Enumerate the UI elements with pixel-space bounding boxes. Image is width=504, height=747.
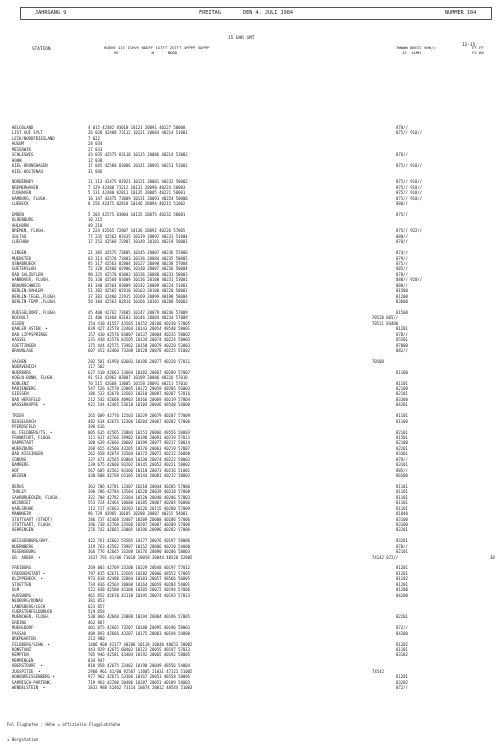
station-codes: 213 900 — [88, 636, 105, 642]
station-codes: 805 635 42565 23004 10151 20066 48556 58003 — [88, 429, 190, 435]
station-name: PFERDSFELD — [12, 424, 36, 430]
date-label: DEN 4. JULI 1984 — [243, 10, 293, 16]
station-codes: 461 852 42670 43110 10195 20074 40193 57013 — [88, 592, 190, 598]
station-name: SAARBRUECKEN, FLUGH. — [12, 494, 60, 500]
observation-time: 15 UHR GMT — [228, 36, 255, 41]
station-codes: 50 384 42563 82814 10166 20101 40200 56003 — [88, 299, 188, 304]
table-row — [12, 239, 502, 244]
station-name: FRANKFURT, FLUGH. — [12, 434, 53, 440]
station-codes: 797 815 42671 23505 10182 20066 48552 57005 — [88, 570, 190, 576]
station-codes: 5 203 42575 83004 10135 20075 40232 58001 — [88, 212, 186, 217]
station-name: ULM — [12, 587, 20, 593]
station-name: NEUBURG/DONAU — [12, 598, 43, 604]
station-codes: 269 803 42769 23208 10229 20048 40197 57012 — [88, 565, 190, 571]
station-codes: 519 858 — [88, 608, 105, 614]
station-name: WENDELSTEIN • — [12, 685, 46, 691]
table-row — [12, 685, 502, 690]
station-name: BAD HERSFELD — [12, 396, 41, 402]
station-codes: 553 724 42464 10608 10185 20087 40204 56006 — [88, 500, 190, 506]
station-codes: 381 853 — [88, 598, 105, 604]
station-extra-codes: 74142 872// — [372, 554, 399, 560]
station-name: MUEHLDORF — [12, 625, 34, 631]
station-name: LEIK/NORDFRIESLAND — [12, 135, 55, 141]
station-name: NORDERNEY — [12, 179, 34, 185]
station-name: LIST AUF SYLT — [12, 130, 43, 136]
station-name: GARMISCH-PARTENK. — [12, 679, 53, 685]
table-row — [12, 473, 502, 478]
station-name: DARMSTADT — [12, 440, 34, 446]
station-weather-codes: 81201 — [396, 674, 408, 680]
station-weather-codes: 81200 — [396, 293, 408, 299]
station-weather-codes: 83101 — [396, 462, 408, 468]
station-weather-codes: 84200 — [396, 630, 408, 636]
station-weather-codes: 81101 — [396, 483, 408, 489]
station-name: KIEL-HOLTENAU — [12, 168, 43, 174]
station-weather-codes: 885// — [396, 467, 408, 473]
station-name: DUESSELDORF, FLUGH. — [12, 309, 58, 315]
station-codes: 63 313 42570 73003 10136 20084 40235 58005 — [88, 255, 188, 261]
station-codes: 8 156 42475 82810 10146 20094 40215 51002 — [88, 201, 186, 207]
station-name: KLIPPENECK • — [12, 576, 43, 582]
station-weather-codes: 83201 — [396, 538, 408, 544]
station-name: ZUGSPITZE • — [12, 668, 41, 674]
station-codes: 37 382 42466 22915 10169 20099 40198 58004 — [88, 293, 188, 299]
table-row — [12, 201, 502, 206]
station-codes: 17 253 42568 72907 10149 20101 40219 50001 — [88, 239, 188, 245]
table-row — [12, 299, 502, 304]
station-codes: 396 706 42784 13504 10220 20039 40218 57008 — [88, 489, 190, 495]
station-name: BAD KISSINGEN — [12, 451, 43, 457]
table-row — [12, 555, 502, 560]
station-name: BAD SALZUFLEN — [12, 271, 43, 277]
station-codes: 530 866 42668 23008 10194 20084 40196 57005 — [88, 614, 190, 620]
station-weather-codes: 81101 — [396, 505, 408, 511]
station-codes: 443 929 42675 60402 10222 20055 40197 57013 — [88, 647, 190, 652]
station-codes: 409 893 42666 43207 10175 20083 40194 54000 — [88, 630, 190, 636]
weather-column-subheader: 12 4LMH — [402, 50, 421, 55]
station-codes: 4 015 42482 83010 10123 20091 40227 50000 — [88, 125, 186, 130]
station-codes: 56 338 42560 83009 10136 20100 40231 53001 — [88, 277, 188, 283]
station-codes: 12 038 — [88, 157, 103, 163]
station-name: BRAUNLAGE — [12, 347, 34, 353]
station-name: BERLIN-TEMP.,FLUGH. — [12, 299, 58, 304]
station-name: MUENSTER — [12, 255, 31, 261]
station-weather-codes: 878// — [396, 271, 408, 277]
station-name: KIEL-KRONSHAGEN — [12, 163, 48, 169]
station-weather-codes: 81040 — [396, 511, 408, 517]
footnote-line: ★ Bergstation — [7, 737, 39, 742]
station-weather-codes: 84201 — [396, 402, 408, 408]
station-weather-codes: 872// — [396, 625, 408, 631]
station-codes: 719 963 42780 50406 10187 20053 40189 54003 — [88, 679, 190, 685]
station-codes: 3 224 42565 72807 10136 20092 40226 57005 — [88, 228, 186, 234]
station-name: WUERZBURG — [12, 445, 34, 451]
station-weather-codes: 875// 918// — [396, 184, 423, 190]
station-name: GIESSEN — [12, 391, 29, 397]
station-weather-codes: 875// 918// — [396, 163, 423, 169]
station-name: OEHRINGEN — [12, 527, 34, 533]
station-name: AUGSBURG — [12, 592, 31, 598]
station-codes: 175 444 42575 73402 10150 20079 40220 53003 — [88, 342, 190, 348]
station-codes: 117 502 — [88, 364, 105, 370]
footnote — [7, 712, 120, 747]
station-name: FUERSTENFELDBRUCK — [12, 608, 53, 614]
station-codes: 337 671 42565 83004 10130 20074 40222 58003 — [88, 456, 190, 462]
station-weather-codes: 878// — [396, 543, 408, 549]
station-weather-codes: 83102 — [396, 652, 408, 658]
station-extra-codes: 70500 — [372, 358, 384, 364]
station-codes: 634 947 — [88, 657, 105, 663]
station-codes: 49 218 — [88, 222, 103, 228]
station-codes: 43 035 42575 83110 10135 20086 40214 53002 — [88, 152, 188, 158]
station-name: MEIERWIK — [12, 146, 31, 152]
issue-number: NUMMER 184 — [445, 10, 477, 16]
station-name: HELGOLAND — [12, 125, 34, 130]
station-weather-codes: 81100 — [396, 369, 408, 375]
station-codes: 108 639 42666 20602 10199 20077 40217 58014 — [88, 440, 190, 446]
station-name: DEUSELBACH — [12, 418, 36, 424]
station-weather-codes: 85501 — [396, 337, 408, 343]
station-weather-codes: 81200 — [396, 587, 408, 593]
station-weather-codes: 875// — [396, 212, 408, 217]
station-name: LINGEN — [12, 250, 27, 256]
station-weather-codes: 875// 918// — [396, 190, 423, 196]
station-codes: 202 501 41950 03603 10196 20077 40220 57011 — [88, 358, 190, 364]
station-name: BOCHOLT — [12, 315, 29, 321]
code-column-subheader: RE N NDDD — [114, 50, 178, 55]
station-name: KONSTANZ — [12, 647, 31, 652]
station-codes: 396 616 — [88, 424, 105, 430]
station-codes: 567 685 42562 83306 10118 20073 40216 51001 — [88, 467, 190, 473]
station-weather-codes: 83301 — [396, 451, 408, 457]
station-weather-codes: 888// — [396, 233, 408, 239]
station-name: BAD LIPPSPRINGE — [12, 331, 48, 337]
station-weather-codes: 82101 — [396, 391, 408, 397]
station-name: FELDBERG/SCHW. • — [12, 641, 50, 647]
station-codes: 28 034 — [88, 141, 103, 147]
station-weather-codes: 81101 — [396, 380, 408, 386]
station-name: HANNOVER, FLUGH. — [12, 277, 50, 283]
station-name: CUXHAVEN — [12, 190, 31, 196]
station-name: WASSERKUPPE • — [12, 402, 46, 408]
station-weather-codes: 880// 920// — [396, 277, 423, 283]
station-weather-codes: 875// — [396, 260, 408, 266]
station-codes: 212 542 42668 40903 10166 20069 40219 57004 — [88, 396, 190, 402]
station-weather-codes: 81202 — [396, 641, 408, 647]
station-codes: 111 637 42766 39902 10198 20093 40219 57013 — [88, 434, 190, 440]
station-weather-codes: 876// — [396, 152, 408, 158]
station-name: KL.FELDBERG/TS. • — [12, 429, 53, 435]
station-weather-codes: 878// — [396, 125, 408, 130]
station-codes: 1437 791 41/06 73010 10058 20044 48528 52005 — [88, 554, 193, 560]
station-codes: 96 729 42965 10105 10208 20087 40215 54001 — [88, 511, 188, 517]
station-weather-codes: 81201 — [396, 565, 408, 571]
station-name: THOLEY — [12, 489, 27, 495]
jahrgang-label: JAHRGANG 9 — [35, 10, 67, 16]
station-weather-codes: 83100 — [396, 516, 408, 522]
station-weather-codes: 82100 — [396, 440, 408, 446]
station-weather-codes: 888// — [396, 282, 408, 288]
station-codes: 401 875 42665 73207 10188 20095 40196 58003 — [88, 625, 190, 631]
wind-column-header: FF-FF — [472, 45, 484, 50]
weather-column-header: 7WWWW 8NCCC 9HH// — [396, 45, 436, 50]
station-name: FREIBURG — [12, 565, 31, 571]
station-name: MARIENBERG — [12, 386, 36, 391]
station-name: NUERNBERG — [12, 543, 34, 549]
station-extra-codes: 70520 865// — [372, 315, 399, 321]
station-weather-codes: 83600 — [396, 299, 408, 304]
station-name: OSNABRUECK — [12, 260, 36, 266]
station-weather-codes: 882// — [396, 347, 408, 353]
station-codes: 319 763 42562 73907 10152 20086 40220 54000 — [88, 543, 190, 549]
station-weather-codes: 87800 — [396, 342, 408, 348]
station-weather-codes: 872// — [396, 685, 408, 691]
station-codes: 112 727 42663 10203 10226 20115 40208 57009 — [88, 505, 190, 511]
station-weather-codes: 82201 — [396, 527, 408, 533]
station-weather-codes: 81102 — [396, 576, 408, 582]
table-row — [12, 402, 502, 407]
station-name: EMDEN — [12, 212, 24, 217]
station-name: COBURG — [12, 456, 27, 462]
station-weather-codes: 83100 — [396, 521, 408, 527]
station-name: GR. ARBER • — [12, 554, 41, 560]
station-weather-codes: 84200 — [396, 592, 408, 598]
station-codes: 157 430 42578 83007 10137 20084 40235 58002 — [88, 331, 190, 337]
station-codes: 231 438 42578 83505 10134 20074 40224 58003 — [88, 337, 190, 343]
station-name: SCHLESWIG — [12, 152, 34, 158]
station-name: TRIER — [12, 413, 24, 419]
station-name: BAMBERG — [12, 462, 29, 468]
station-codes: 268 655 42560 43205 10176 20063 40219 57007 — [88, 445, 190, 451]
station-weather-codes: 81101 — [396, 489, 408, 495]
station-codes: 154 410 41557 43505 10152 20100 40230 57005 — [88, 320, 190, 326]
station-weather-codes: 875// 922// — [396, 228, 423, 234]
station-name: FREUDENSTADT • — [12, 570, 46, 576]
station-weather-codes: 81101 — [396, 413, 408, 419]
station-codes: 72 320 42466 82906 10140 20087 40236 58004 — [88, 266, 188, 272]
station-name: ESSEN — [12, 320, 24, 326]
station-extra-codes: 74542 — [372, 668, 384, 674]
station-codes: 239 675 42668 83202 10145 20052 40221 58002 — [88, 462, 190, 468]
station-name: HUSUM — [12, 141, 24, 147]
station-codes: 31 046 — [88, 168, 103, 174]
station-name: REGENSBURG — [12, 549, 36, 555]
code-column-header: HOEHE III IIHVV NDDFF 1STTT 2STTT 4PPPP 5APPP — [104, 45, 210, 50]
station-name: ERDING — [12, 619, 27, 625]
station-codes: 262 658 42674 33504 10173 20072 40212 56008 — [88, 451, 190, 457]
station-name: BERLIN-TEGEL,FLUGH. — [12, 293, 58, 299]
station-codes: 607 452 42460 73208 10120 20078 40225 51002 — [88, 347, 190, 353]
station-weather-codes: 81500 — [396, 309, 408, 315]
station-name: OBERSTDORF • — [12, 663, 43, 669]
station-weather-codes: 82101 — [396, 549, 408, 555]
station-codes: 1832 980 42462 73114 10074 20012 48544 51003 — [88, 685, 193, 691]
station-weather-codes: 888// — [396, 201, 408, 207]
station-name: LUEBECK — [12, 201, 29, 207]
station-name: STUTTGART (STADT) — [12, 516, 53, 522]
station-name: OLDENBURG — [12, 217, 34, 223]
station-weather-codes: 81201 — [396, 326, 408, 332]
station-name: PASSAU — [12, 630, 27, 636]
station-codes: 265 609 42770 12503 10229 20079 40207 57009 — [88, 413, 190, 419]
station-name: KAHLER ASTEN • — [12, 326, 48, 332]
station-name: HOHENPEISSENBERG • — [12, 674, 55, 680]
station-codes: 921 544 42465 53610 10104 20046 48540 54000 — [88, 402, 190, 408]
station-name: LANDSBERG/LECH — [12, 603, 46, 609]
time-range: 12-15 — [462, 43, 476, 48]
station-name: HAMBURG, FLUGH. — [12, 195, 48, 201]
station-weather-codes: 81101 — [396, 647, 408, 652]
station-codes: 547 526 42570 23005 10172 20059 40205 56003 — [88, 386, 190, 391]
station-name: WEINBIET — [12, 500, 31, 506]
station-codes: 91 513 42962 03007 10189 20086 40226 57010 — [88, 375, 188, 381]
station-codes: 705 946 42581 43404 10192 20065 40192 58005 — [88, 652, 190, 658]
station-codes: 10 215 — [88, 217, 103, 223]
station-weather-codes: 879// — [396, 255, 408, 261]
station-weather-codes: 83300 — [396, 396, 408, 402]
station-codes: 627 510 42663 13604 10182 20067 40209 57007 — [88, 369, 190, 375]
weekday-label: FREITAG — [199, 10, 221, 16]
station-name: NUERBURG — [12, 369, 31, 375]
station-codes: 98 325 42570 83003 10136 20088 40233 58003 — [88, 271, 188, 277]
station-weather-codes: 878// — [396, 331, 408, 337]
station-codes: 26 020 42480 73112 10121 20084 40214 51001 — [88, 130, 188, 136]
station-name: NOERVENICH — [12, 364, 36, 370]
station-name: AACHEN — [12, 358, 27, 364]
station-codes: 5 131 42480 82811 10135 20085 40221 58001 — [88, 190, 186, 196]
station-weather-codes: 82201 — [396, 614, 408, 620]
station-name: KARLSRUHE — [12, 505, 34, 511]
station-codes: 977 962 42675 53306 10167 20053 48558 58005 — [88, 674, 190, 680]
station-codes: 2960 961 41/00 92507 11005 21031 47121 51005 — [88, 668, 193, 674]
station-codes: 482 614 42675 12306 10204 20067 40202 57006 — [88, 418, 190, 424]
station-name: STUTTGART, FLUGH. — [12, 521, 53, 527]
station-codes: 7 022 — [88, 135, 100, 141]
station-codes: 17 045 42580 83006 10141 20091 40213 51001 — [88, 163, 188, 169]
station-name: MUENCHEN, FLUGH. — [12, 614, 50, 620]
station-extra-codes: 70511 84400 — [372, 320, 399, 326]
station-weather-codes: 875// 918// — [396, 179, 423, 185]
station-weather-codes: 82201 — [396, 445, 408, 451]
station-codes: 810 958 42675 23402 10190 20049 48556 54004 — [88, 663, 190, 669]
station-codes: 21 406 41460 83103 10146 20084 40234 57009 — [88, 315, 188, 321]
station-codes: 16 147 42475 73009 10131 20093 40224 50000 — [88, 195, 188, 201]
station-name: KASSEL — [12, 337, 27, 343]
station-weather-codes: 81101 — [396, 494, 408, 500]
station-table — [12, 125, 502, 691]
station-codes: 839 427 42578 23404 10143 20054 48548 58001 — [88, 326, 190, 332]
station-codes: 363 706 42781 13307 10218 20044 40205 57006 — [88, 483, 190, 489]
station-name: STOETTEN — [12, 581, 31, 587]
station-column-header: STATION — [32, 47, 51, 52]
station-codes: 462 867 — [88, 619, 105, 625]
station-codes: 186 532 42678 33502 10210 20087 40207 57016 — [88, 391, 190, 397]
wind-column-subheader: FX 66 — [472, 50, 484, 55]
station-weather-codes: 83202 — [396, 679, 408, 685]
station-codes: 27 033 — [88, 146, 103, 152]
station-name: BREMEN, FLUGH. — [12, 228, 46, 234]
station-name: MANNHEIM — [12, 511, 31, 517]
table-row — [12, 527, 502, 532]
station-weather-codes: 875// 918// — [396, 195, 423, 201]
station-codes: 1486 908 42377 40208 10118 20048 48653 58002 — [88, 641, 193, 647]
station-name: LUECHOW — [12, 239, 29, 245]
station-codes: 77 235 42562 83435 10139 20092 40231 51004 — [88, 233, 188, 239]
station-weather-codes: 86500 — [396, 473, 408, 478]
table-row — [12, 169, 502, 174]
station-weather-codes: 885// — [396, 266, 408, 272]
station-name: MEMMINGEN — [12, 657, 34, 663]
station-name: BRAUNSCHWEIG — [12, 282, 41, 288]
station-name: SOLTAU — [12, 233, 27, 239]
station-name: KOELN-BONN, FLUGH. — [12, 375, 55, 381]
station-codes: 522 838 42580 43106 10205 20072 40194 57006 — [88, 587, 190, 593]
station-codes: 7 129 42480 73212 10131 20090 40224 58003 — [88, 184, 186, 190]
station-codes: 623 857 — [88, 603, 105, 609]
station-codes: 51 382 42565 82910 10163 20100 40220 50002 — [88, 288, 188, 294]
station-wind-gust: 30 — [490, 554, 495, 560]
station-codes: 276 742 42665 33005 10196 20096 40202 57006 — [88, 527, 190, 533]
station-name: BREMERHAVEN — [12, 184, 39, 190]
station-codes: 45 400 42762 73605 10147 20079 40236 57009 — [88, 309, 188, 315]
station-weather-codes: 878// — [396, 456, 408, 462]
station-codes: 734 836 42564 20008 10164 20059 40204 54001 — [88, 581, 190, 587]
station-name: GOETTINGEN — [12, 342, 36, 348]
station-name: HOF — [12, 467, 20, 473]
station-weather-codes: 874// — [396, 250, 408, 256]
station-weather-codes: 81201 — [396, 570, 408, 576]
station-weather-codes: 81100 — [396, 418, 408, 424]
station-name: BREMGARTEN — [12, 636, 36, 642]
station-weather-codes: 81101 — [396, 500, 408, 506]
station-name: BERUS — [12, 483, 24, 489]
station-name: AHLHORN — [12, 222, 29, 228]
station-weather-codes: 82101 — [396, 429, 408, 435]
station-codes: 322 708 42782 23304 10220 20040 40206 57003 — [88, 494, 190, 500]
station-weather-codes: 81201 — [396, 581, 408, 587]
station-name: BERLIN-DAHLEM — [12, 288, 43, 294]
station-codes: 286 737 42468 33407 10209 20088 40206 57006 — [88, 516, 190, 522]
station-codes: 21 305 42575 73005 10145 20087 40236 57006 — [88, 250, 188, 256]
station-codes: 95 317 42563 82804 10127 20090 40238 57004 — [88, 260, 188, 266]
footnote-line: Fel Flughafen : Höhe = offizielle Flugplatzhöhe — [7, 722, 121, 727]
station-codes: 11 113 42475 82921 10121 20081 40232 58002 — [88, 179, 188, 185]
station-weather-codes: 81500 — [396, 288, 408, 294]
station-weather-codes: 81501 — [396, 434, 408, 440]
station-codes: 366 776 42665 33208 10176 20090 40206 58003 — [88, 549, 190, 555]
station-name: KOBLENZ — [12, 380, 29, 386]
station-name: HOHN — [12, 157, 22, 163]
bulletin-header — [20, 7, 492, 20]
station-weather-codes: 82100 — [396, 386, 408, 391]
station-weather-codes: 875// 918// — [396, 130, 423, 136]
station-name: GUETERSLOH — [12, 266, 36, 272]
station-weather-codes: 878// — [396, 239, 408, 245]
station-codes: 438 688 42768 63105 10144 20081 40212 58003 — [88, 473, 190, 478]
station-codes: 81 348 42564 83009 10142 20089 40224 51001 — [88, 282, 188, 288]
station-name: WEIDEN — [12, 473, 27, 478]
station-codes: 70 515 42668 13005 10158 20091 40211 57016 — [88, 380, 188, 386]
table-row — [12, 348, 502, 353]
station-codes: 973 818 42480 32804 10183 20057 48566 56005 — [88, 576, 190, 582]
station-codes: 422 761 42662 53505 10177 20076 40197 58006 — [88, 538, 190, 544]
station-name: KEMPTEN — [12, 652, 29, 658]
station-name: WEISSENBURG/BAY. — [12, 538, 50, 544]
station-codes: 396 738 42768 23506 10207 20087 40209 57006 — [88, 521, 190, 527]
